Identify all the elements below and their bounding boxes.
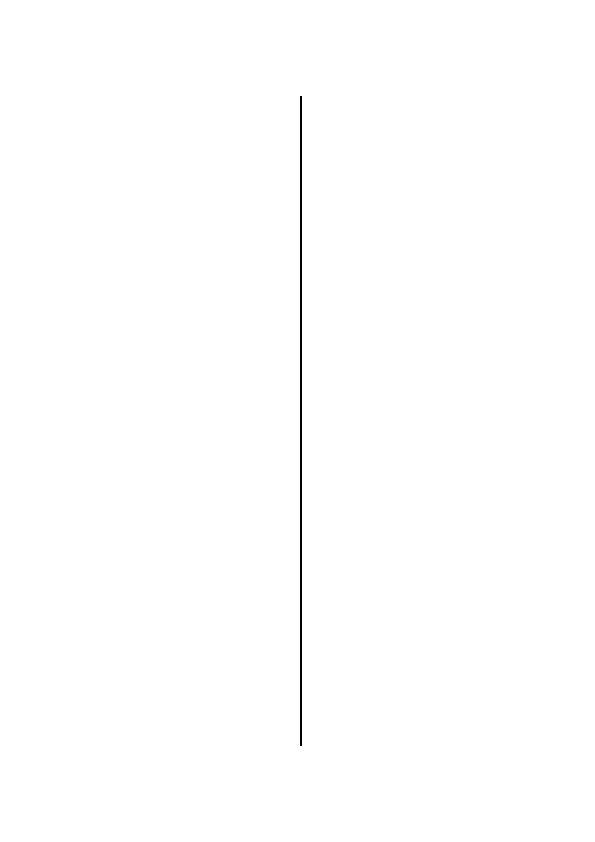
right-column bbox=[310, 96, 510, 128]
left-column bbox=[86, 96, 290, 154]
column-divider bbox=[300, 96, 302, 746]
